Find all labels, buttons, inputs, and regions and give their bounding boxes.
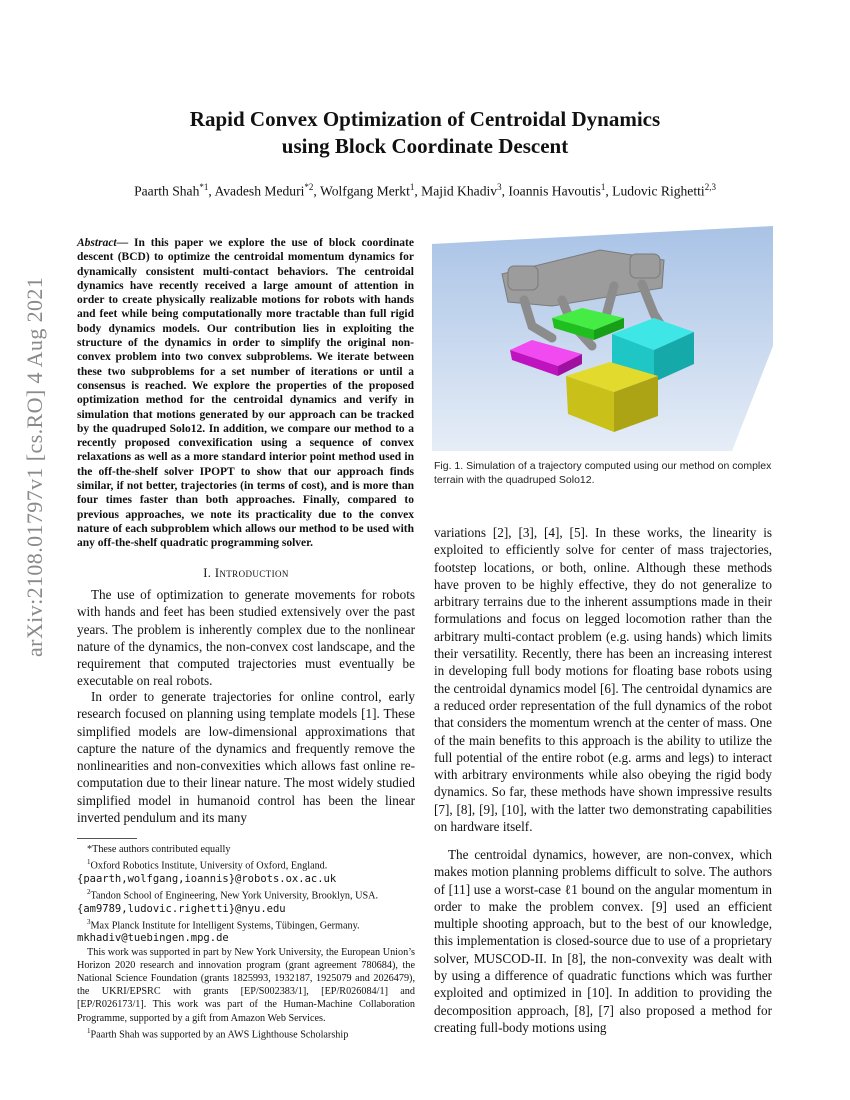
abstract-text: — In this paper we explore the use of block coordinate descent (BCD) to optimize the centroidal momentum dynamics for dynamically consistent multi-contact behaviors. The centroidal dynamics have recently received a large amount of attention in order to create physically realizable motions for robots with hands and feet while being computationally more tractable than full rigid body dynamics models. Our contribution lies in exploiting the structure of the dynamics in order to simplify the original non-convex problem into two convex subproblems. We iterate between these two subproblems for a set number of iterations or until a consensus is reached. We explore the properties of the proposed optimization method for the centroidal dynamics and verify in simulation that motions generated by our approach can be tracked by the quadruped Solo12. In addition, we compare our method to a recently proposed convexification using a sequence of convex relaxations as well as a more standard interior point method used in the off-the-shelf solver IPOPT to show that our approach finds similar, if not better, trajectories (in terms of cost), and is more than four times faster than both approaches. Finally, compared to previous approaches, we note its practicality due to the convex nature of each subproblem which allows our method to be used with any off-the-shelf quadratic programming solver.: [77, 237, 414, 550]
author-affiliation: *1: [199, 182, 209, 192]
figure-1-image: [432, 226, 773, 451]
footnote-aws: $^1$Paarth Shah was supported by an AWS Lighthouse Scholarship: [87, 1026, 349, 1041]
author-list: Paarth Shah$^{*1}$, Avadesh Meduri$^{*2}$, Wolfgang Merkt$^1$, Majid Khadiv$^3$, Ioannis Havoutis$^1$, Ludovic Righetti$^{2,3}$: [134, 182, 716, 199]
intro-paragraph-1: The use of optimization to generate movements for robots with hands and feet has been studied extensively over the past years. The problem is inherently complex due to the nonlinear nature of the dynamics, the non-convex cost landscape, and the requirement that computed trajectories must eventually be executable on real robots.: [77, 587, 415, 689]
intro-paragraph-2: In order to generate trajectories for online control, early research focused on planning using template models [1]. These simplified models are low-dimensional approximations that capture the nature of the dynamics and frequently remove the nonlinearities and non-convexities which allows fast online re-computation due to their linear nature. The most widely studied simplified model in humanoid control has been the linear inverted pendulum and its many: [77, 689, 415, 826]
abstract: [77, 236, 414, 551]
figure-1-caption: Fig. 1. Simulation of a trajectory computed using our method on complex terrain with the quadruped Solo12.: [434, 460, 772, 486]
footnote-nyu: $^2$Tandon School of Engineering, New York University, Brooklyn, USA.: [87, 888, 379, 902]
abstract-label: Abstract: [77, 237, 117, 249]
author-affiliation: 1: [600, 182, 606, 192]
robot-simulation-illustration: [432, 226, 773, 451]
author-affiliation: 1: [409, 182, 415, 192]
footnotes: [77, 838, 415, 1041]
right-paragraph-1: variations [2], [3], [4], [5]. In these works, the linearity is exploited to efficiently solve for center of mass trajectories, footstep locations, or both, online. Although these methods have proven to be highly effective, they do not generalize to arbitrary terrains due to the inherent assumptions made in their formulations and focus on legged locomotion rather than the arbitrary multi-contact problem (e.g. using hands) which limits their versatility. Recently, there has been an increasing interest in developing full body motions for floating base robots using the centroidal dynamics model [6]. The centroidal dynamics are a reduced order representation of the full dynamics of the robot that considers the momentum wrench at the center of mass. One of the main benefits to this approach is the ability to utilize the full potential of the entire robot (e.g. arms and legs) to interact with arbitrary environments while also obeying the rigid body dynamics. So far, these methods have shown impressive results [7], [8], [9], [10], with the latter two demonstrating capabilities on hardware itself.: [434, 525, 773, 835]
author-name: Wolfgang Merkt: [319, 183, 410, 199]
footnote-funding: This work was supported in part by New York University, the European Union’s Horizon 2020 research and innovation program (grant agreement 780684), the National Science Foundation (grants 1825993, 1932187, 1925079 and 2026479), the UKRI/EPSRC with grants [EP/S002383/1], [EP/R026084/1] and [EP/R026173/1]. This work was part of the Human-Machine Collaboration Programme, supported by a gift from Amazon Web Services.: [77, 946, 415, 1024]
paper-title: Rapid Convex Optimization of Centroidal Dynamics using Block Coordinate Descent: [189, 107, 661, 158]
author-name: Majid Khadiv: [421, 183, 498, 199]
author-name: Ludovic Righetti: [612, 183, 705, 199]
author-affiliation: 3: [497, 182, 502, 192]
author-affiliation: 2,3: [704, 182, 716, 192]
right-paragraph-2: The centroidal dynamics, however, are non-convex, which makes motion planning problems difficult to solve. The authors of [11] use a worst-case ℓ1 bound on the angular momentum in order to make the problem convex. [9] used an efficient multiple shooting approach, but to the best of our knowledge, this implementation is closed-source due to use of a proprietary solver, MUSCOD-II. In [8], the non-convexity was dealt with by using a difference of quadratic functions which was further exploited and optimized in [10]. In addition to providing the decomposition approach, [8], [7] also proposed a method for creating full-body motions using: [434, 847, 772, 1035]
arxiv-identifier: arXiv:2108.01797v1 [cs.RO] 4 Aug 2021: [22, 276, 47, 657]
author-name: Avadesh Meduri: [214, 183, 305, 199]
arxiv-sidebar: [22, 276, 52, 657]
footnote-oxford-email: {paarth,wolfgang,ioannis}@robots.ox.ac.uk: [77, 872, 337, 885]
footnote-nyu-email: {am9789,ludovic.righetti}@nyu.edu: [77, 902, 286, 915]
footnote-mpi-email: mkhadiv@tuebingen.mpg.de: [77, 932, 229, 945]
footnote-equal: *These authors contributed equally: [87, 844, 231, 855]
author-name: Paarth Shah: [134, 183, 200, 199]
footnote-oxford: $^1$Oxford Robotics Institute, University of Oxford, England.: [87, 858, 328, 872]
footnote-mpi: $^3$Max Planck Institute for Intelligent Systems, Tübingen, Germany.: [87, 917, 360, 932]
author-name: Ioannis Havoutis: [508, 183, 601, 199]
author-affiliation: *2: [304, 182, 314, 192]
section-heading: I. Introduction: [203, 566, 289, 580]
footnote-rule: [77, 838, 137, 839]
